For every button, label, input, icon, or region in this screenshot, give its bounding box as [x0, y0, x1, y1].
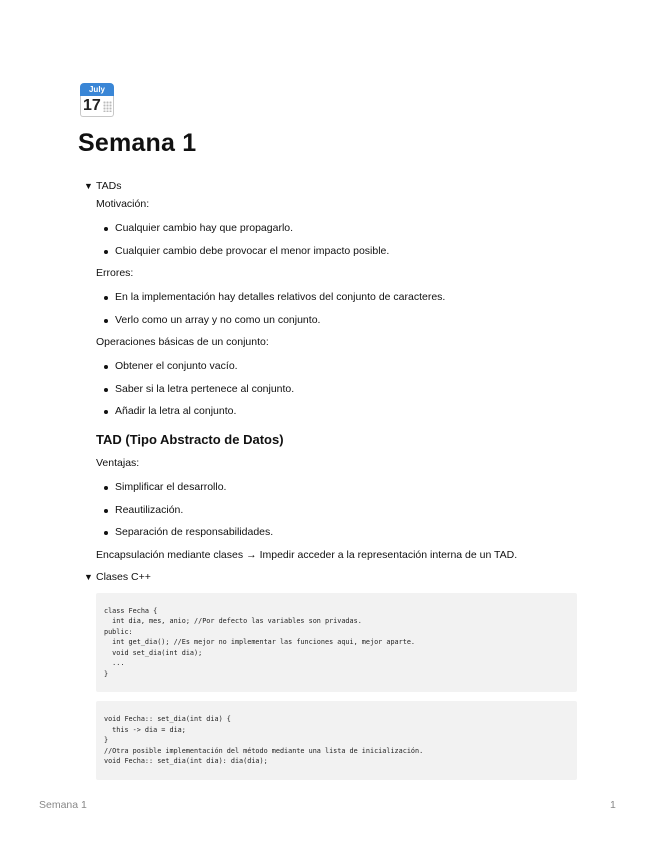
code-block[interactable]: class Fecha { int dia, mes, anio; //Por defecto las variables son privadas. public: int get_dia(); //Es mejor no implementar las funciones aqui, mejor aparte. void set_dia(int dia); ... }	[96, 593, 577, 693]
encapsulacion-text: Encapsulación mediante clases	[96, 548, 244, 561]
list-item: Obtener el conjunto vacío.	[96, 356, 584, 376]
operaciones-list	[96, 356, 584, 421]
calendar-month: July	[80, 83, 114, 96]
ventajas-label: Ventajas:	[96, 457, 140, 469]
motivacion-list	[96, 218, 584, 261]
toggle-tads[interactable]	[84, 178, 584, 194]
triangle-down-icon[interactable]: ▼	[84, 571, 93, 582]
motivacion-label: Motivación:	[96, 198, 150, 210]
list-item: Cualquier cambio debe provocar el menor impacto posible.	[96, 241, 584, 261]
errores-label: Errores:	[96, 267, 134, 279]
toggle-clases-content	[84, 593, 584, 780]
list-item: Reautilización.	[96, 500, 584, 520]
footer-page-number: 1	[610, 799, 616, 811]
list-item: Cualquier cambio hay que propagarlo.	[96, 218, 584, 238]
list-item: Separación de responsabilidades.	[96, 522, 584, 542]
list-item: En la implementación hay detalles relativos del conjunto de caracteres.	[96, 287, 584, 307]
triangle-down-icon[interactable]: ▼	[84, 181, 93, 191]
errores-list	[96, 287, 584, 330]
code-block[interactable]: void Fecha:: set_dia(int dia) { this -> dia = dia; } //Otra posible implementación del método mediante una lista de inicialización. void Fecha:: set_dia(int dia): dia(dia);	[96, 701, 577, 780]
list-item: Saber si la letra pertenece al conjunto.	[96, 379, 584, 399]
calendar-day: 17	[83, 97, 101, 114]
toggle-clases[interactable]	[84, 569, 584, 585]
encapsulacion-paragraph	[96, 545, 584, 565]
list-item: Añadir la letra al conjunto.	[96, 401, 584, 421]
list-item: Verlo como un array y no como un conjunto.	[96, 310, 584, 330]
encapsulacion-result: Impedir acceder a la representación interna de un TAD.	[259, 548, 518, 561]
arrow-right-icon: →	[246, 548, 257, 561]
toggle-tads-content	[84, 194, 584, 565]
calendar-icon	[80, 83, 114, 117]
list-item: Simplificar el desarrollo.	[96, 477, 584, 497]
ventajas-list	[96, 477, 584, 542]
operaciones-label: Operaciones básicas de un conjunto:	[96, 336, 269, 348]
toggle-clases-label: Clases C++	[96, 570, 151, 583]
toggle-tads-label: TADs	[96, 180, 122, 192]
tad-heading: TAD (Tipo Abstracto de Datos)	[96, 432, 284, 447]
page-title: Semana 1	[78, 129, 197, 157]
footer-page-title: Semana 1	[39, 799, 87, 811]
page-content	[84, 178, 584, 780]
